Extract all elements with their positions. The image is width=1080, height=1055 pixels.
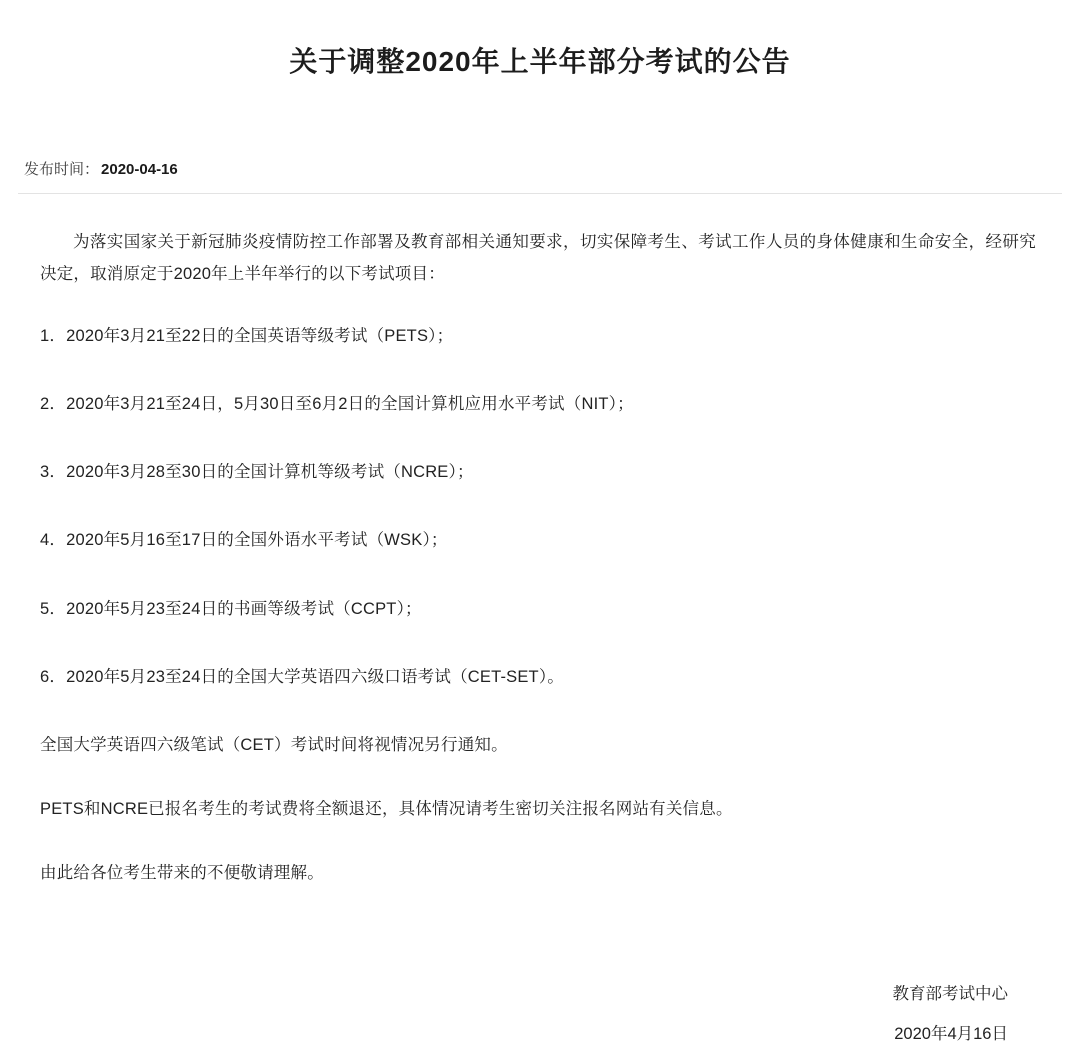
publish-time-label: 发布时间：	[24, 160, 100, 178]
signature-organization: 教育部考试中心	[892, 985, 1008, 1004]
intro-paragraph: 为落实国家关于新冠肺炎疫情防控工作部署及教育部相关通知要求，切实保障考生、考试工作人员的身体健康和生命安全，经研究决定，取消原定于2020年上半年举行的以下考试项目：	[40, 232, 1036, 283]
closing-paragraph: 由此给各位考生带来的不便敬请理解。	[40, 864, 324, 883]
article-body	[18, 194, 1062, 1055]
list-item: 2．2020年3月21至24日，5月30日至6月2日的全国计算机应用水平考试（NIT）；	[40, 395, 634, 414]
closing-paragraph: 全国大学英语四六级笔试（CET）考试时间将视情况另行通知。	[40, 735, 508, 754]
publish-time-value: 2020-04-16	[101, 160, 178, 178]
page-title: 关于调整2020年上半年部分考试的公告	[289, 45, 791, 77]
publish-meta	[18, 110, 1062, 194]
announcement-page	[0, 19, 1080, 1055]
list-item: 6．2020年5月23至24日的全国大学英语四六级口语考试（CET-SET）。	[40, 667, 564, 686]
closing-paragraph: PETS和NCRE已报名考生的考试费将全额退还，具体情况请考生密切关注报名网站有关信息。	[40, 800, 733, 819]
list-item: 5．2020年5月23至24日的书画等级考试（CCPT）；	[40, 599, 422, 618]
signature-block	[40, 975, 1036, 1054]
signature-date: 2020年4月16日	[894, 1024, 1008, 1043]
list-item: 1．2020年3月21至22日的全国英语等级考试（PETS）；	[40, 326, 454, 345]
list-item: 4．2020年5月16至17日的全国外语水平考试（WSK）；	[40, 531, 448, 550]
list-item: 3．2020年3月28至30日的全国计算机等级考试（NCRE）；	[40, 463, 474, 482]
